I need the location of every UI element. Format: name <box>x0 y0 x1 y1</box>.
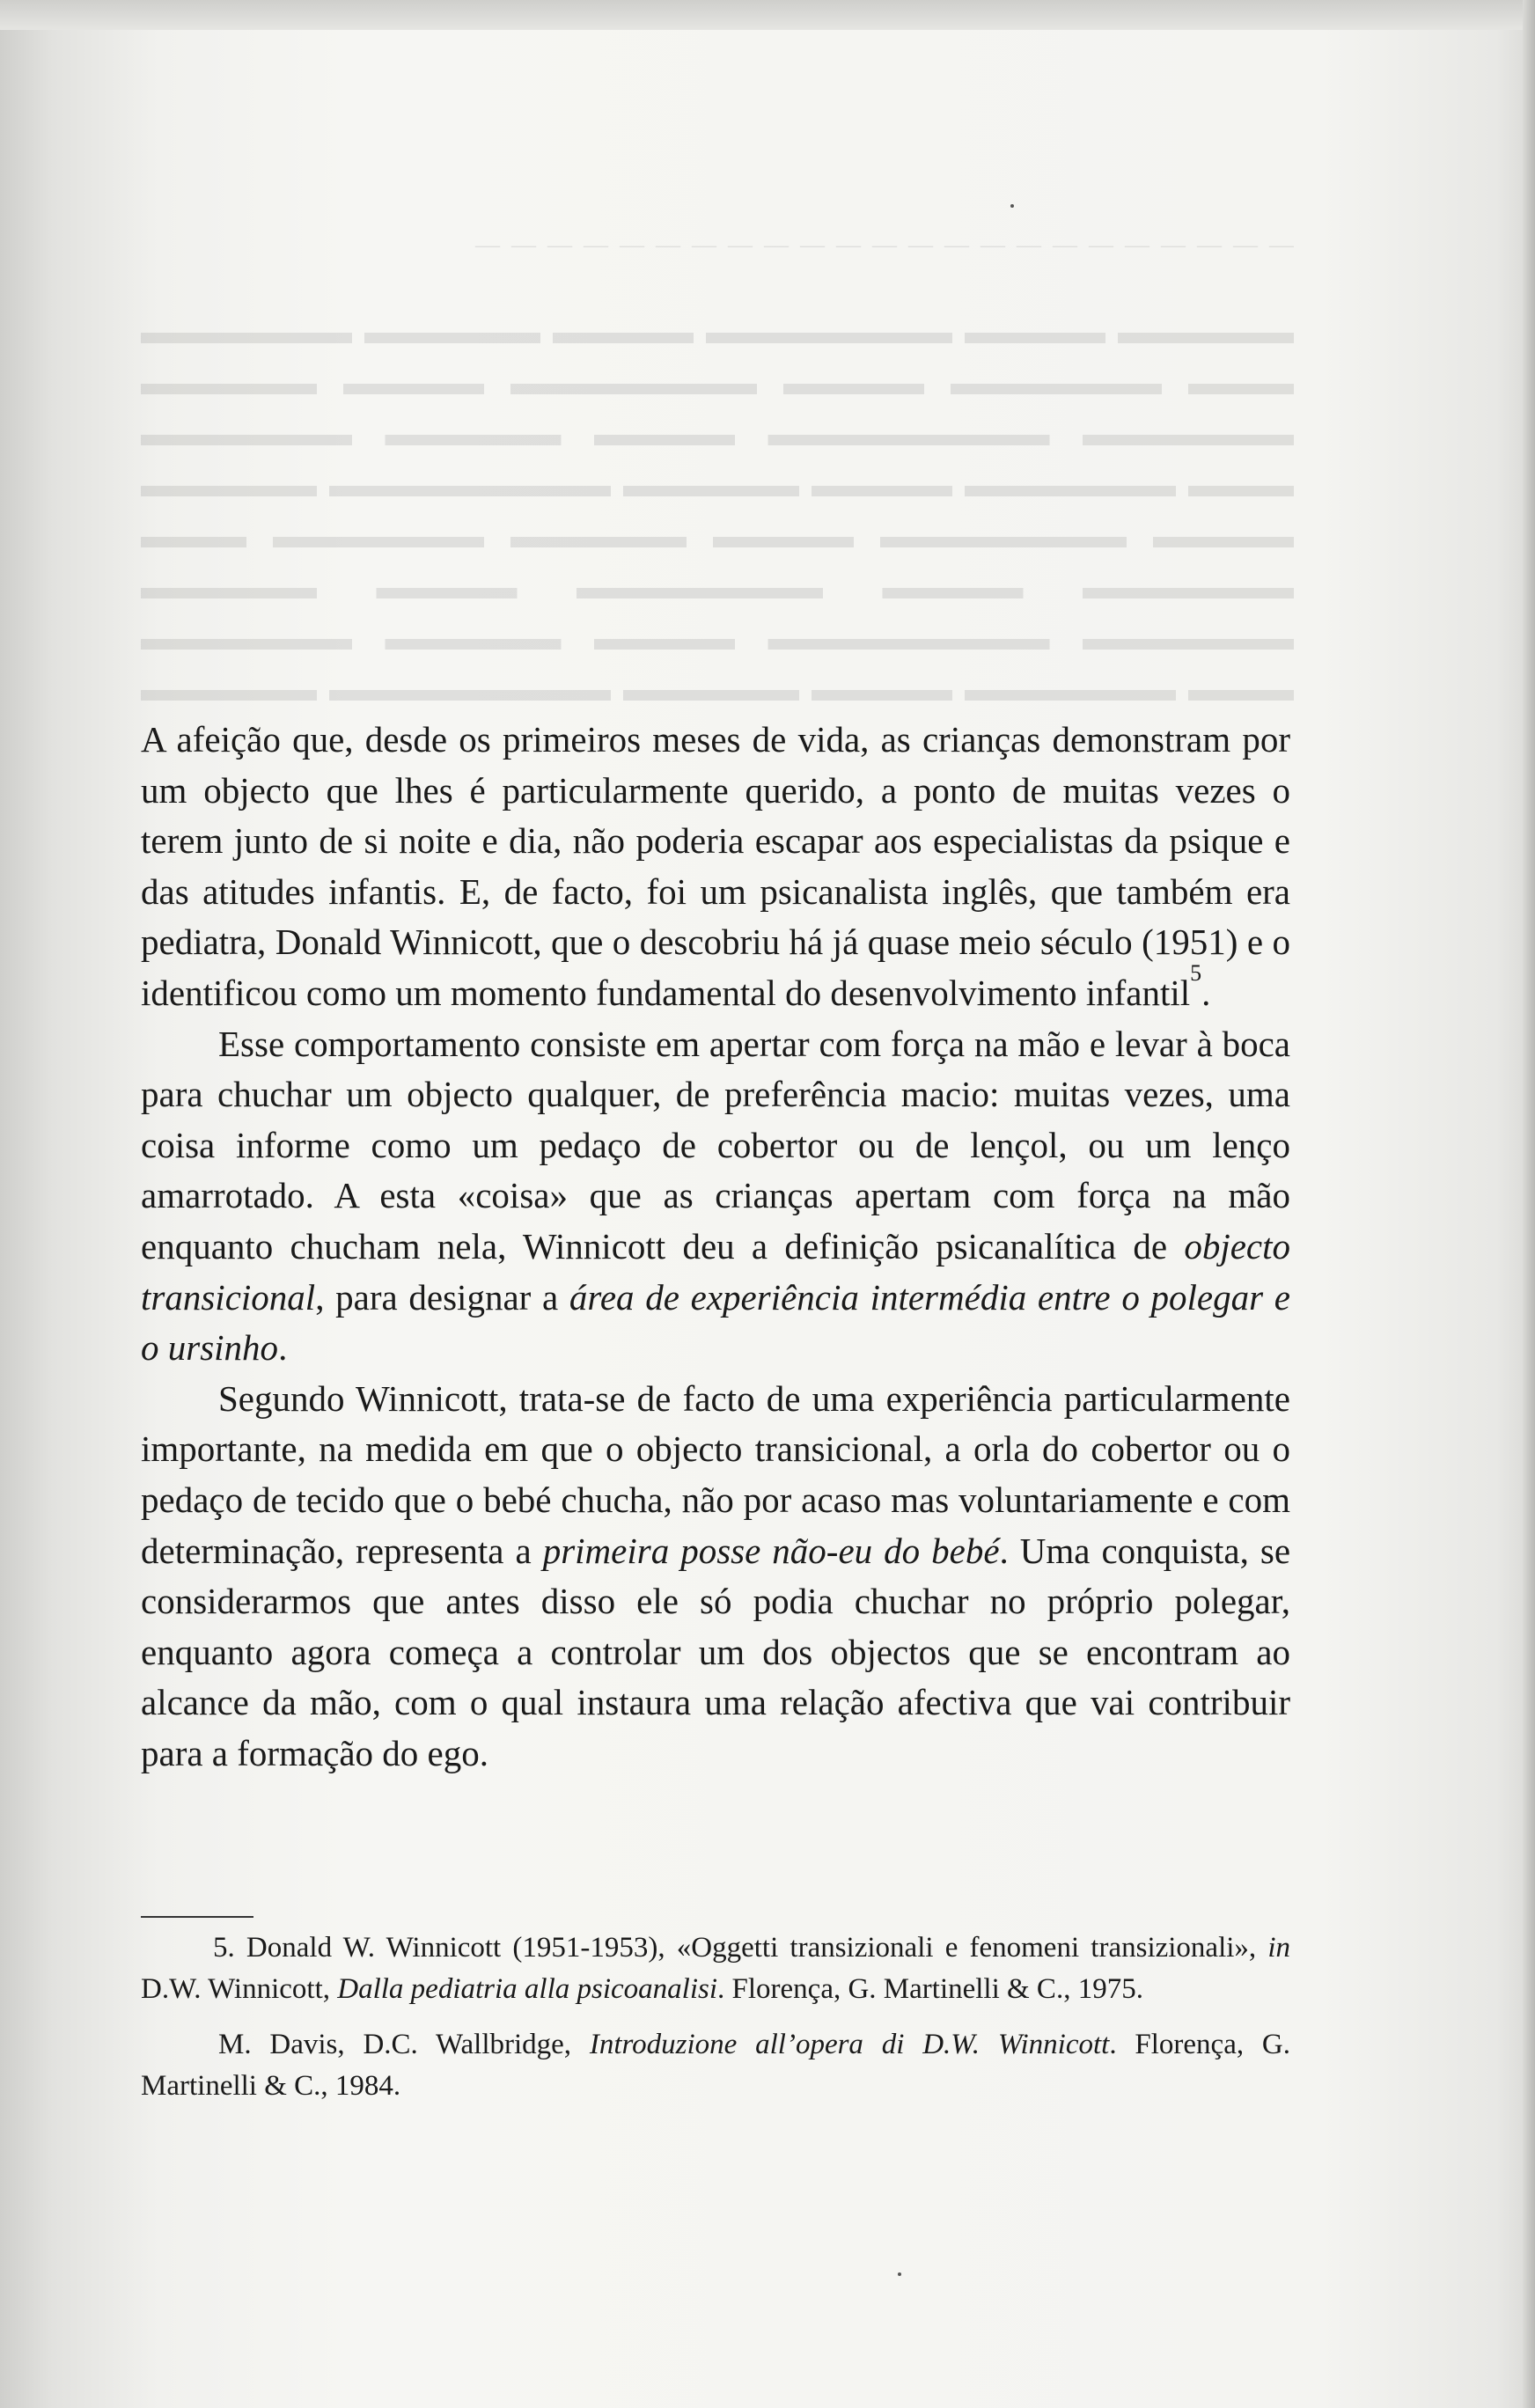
footnote-second-title: Introduzione all’opera di D.W. Winnicott <box>589 2029 1110 2060</box>
paragraph-1: A afeição que, desde os primeiros meses de vida, as crianças demonstram por um objecto que lhes é particularmente querido, a ponto de muitas vezes o terem junto de si noite e dia, não poderia escapar aos especialistas da psique e das atitudes infantis. E, de facto, foi um psicanalista inglês, que também era pediatra, Donald Winnicott, que o descobriu há já quase meio século (1951) e o identificou como um momento fundamental do desenvolvimento infantil$^5$. <box>141 719 1290 1013</box>
footnote-rule <box>141 1916 253 1918</box>
footnote-5-second-ref: M. Davis, D.C. Wallbridge, Introduzione all’opera di D.W. Winnicott. Florença, G. Martinelli & C., 1984. <box>141 2029 1290 2102</box>
speck <box>898 2272 901 2276</box>
paragraph-1-text: A afeição que, desde os primeiros meses de vida, as crianças demonstram por um objecto que lhes é particularmente querido, a ponto de muitas vezes o terem junto de si noite e dia, não poderia escapar aos especialistas da psique e das atitudes infantis. E, de facto, foi um psicanalista inglês, que também era pediatra, Donald Winnicott, que o descobriu há já quase meio século (1951) e o identificou como um momento fundamental do desenvolvimento infantil <box>141 719 1290 1013</box>
page-right-edge <box>1523 0 1535 2408</box>
footnote-ref-5: 5 <box>1190 959 1202 986</box>
bleed-through-text: — — — — — — — — — — — — — — — — — — — — — — — ▬▬▬▬▬ ▬▬▬▬ ▬▬▬▬▬▬▬ ▬▬▬▬ ▬▬▬▬▬ ▬▬▬▬▬▬ ▬▬▬ ▬▬▬▬▬▬ ▬▬▬▬ ▬▬▬▬▬▬▬ ▬▬▬▬ ▬▬▬▬▬ ▬▬▬▬▬▬ ▬▬▬▬▬▬▬▬ ▬▬▬▬ ▬▬▬▬▬ ▬▬▬▬▬▬ ▬▬▬ ▬▬▬▬▬▬ ▬▬▬▬ ▬▬▬▬▬ ▬▬▬▬▬▬▬▬ ▬▬▬▬▬ ▬▬▬▬ ▬▬▬▬▬▬▬ ▬▬▬▬ ▬▬▬▬▬ ▬▬▬▬▬▬ ▬▬▬ ▬▬▬▬▬▬ ▬▬▬▬ ▬▬▬▬▬▬▬ ▬▬▬▬ ▬▬▬▬▬ ▬▬▬▬▬▬ ▬▬▬▬▬▬▬▬ ▬▬▬▬ ▬▬▬▬▬ ▬▬▬▬▬▬ ▬▬▬ ▬▬▬▬▬▬ ▬▬▬▬ ▬▬▬▬▬ ▬▬▬▬▬▬▬▬ ▬▬▬▬▬ <box>141 231 1294 708</box>
paragraph-2: Esse comportamento consiste em apertar com força na mão e levar à boca para chuchar um objecto qualquer, de preferência macio: muitas vezes, uma coisa informe como um pedaço de cobertor ou de lençol, ou um lenço amarrotado. A esta «coisa» que as crianças apertam com força na mão enquanto chucham nela, Winnicott deu a definição psicanalítica de objecto transicional, para designar a área de experiência intermédia entre o polegar e o ursinho. <box>141 1023 1290 1369</box>
paragraph-3: Segundo Winnicott, trata-se de facto de uma experiência particularmente importante, na medida em que o objecto transicional, a orla do cobertor ou o pedaço de tecido que o bebé chucha, não por acaso mas voluntariamente e com determinação, representa a primeira posse não-eu do bebé. Uma conquista, se considerarmos que antes disso ele só podia chuchar no próprio polegar, enquanto agora começa a controlar um dos objectos que se encontram ao alcance da mão, com o qual instaura uma relação afectiva que vai contribuir para a formação do ego. <box>141 1377 1291 1773</box>
term-primeira-posse: primeira posse não-eu do bebé <box>542 1530 1000 1571</box>
footnote-5: 5. Donald W. Winnicott (1951-1953), «Oggetti transizionali e fenomeni transizionali», in D.W. Winnicott, Dalla pediatria alla psicoanalisi. Florença, G. Martinelli & C., 1975. <box>141 1932 1290 2005</box>
footnotes <box>141 1927 1290 2107</box>
footnote-5-title: Dalla pediatria alla psicoanalisi <box>337 1973 718 2005</box>
speck <box>1010 204 1014 208</box>
term-area-experiencia: área de experiência intermédia entre o polegar e o ursinho <box>141 1276 1290 1369</box>
term-objecto-transicional: objecto transicional <box>141 1225 1290 1318</box>
main-text <box>141 715 1290 1779</box>
page-top-edge <box>0 0 1535 30</box>
